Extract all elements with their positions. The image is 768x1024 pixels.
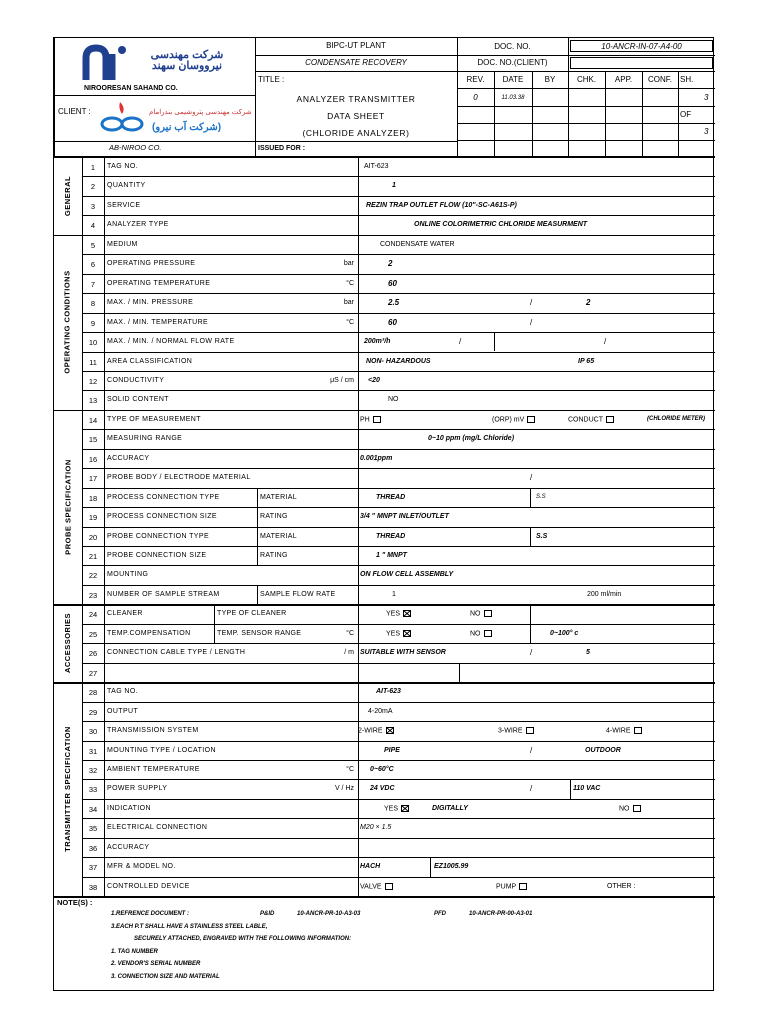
section-general: GENERAL <box>63 175 73 216</box>
checkbox[interactable] <box>386 727 394 734</box>
row-value: 4-20mA <box>368 707 393 715</box>
row-label: ACCURACY <box>107 454 150 462</box>
row-number: 20 <box>88 532 98 542</box>
sheet-total: 3 <box>704 127 709 136</box>
row-number: 18 <box>88 493 98 503</box>
row-value: 200 ml/min <box>587 590 622 598</box>
row-value: 5 <box>586 649 590 657</box>
row-number: 8 <box>90 299 96 309</box>
row-label: OPERATING TEMPERATURE <box>107 279 211 287</box>
sheet-label: SH. <box>680 75 694 84</box>
row-label: AREA CLASSIFICATION <box>107 357 193 365</box>
rev-col-header: REV. <box>466 75 485 84</box>
row-label: CONNECTION CABLE TYPE / LENGTH <box>107 649 246 657</box>
option-no <box>619 805 641 812</box>
app-col-header: APP. <box>614 75 633 84</box>
row-number: 31 <box>88 746 98 756</box>
row-sublabel: MATERIAL <box>260 532 297 540</box>
note-item-2: 2. VENDOR'S SERIAL NUMBER <box>111 961 201 967</box>
option-yes <box>386 610 411 617</box>
title-line-1: ANALYZER TRANSMITTER <box>296 94 416 104</box>
row-label: MEDIUM <box>107 240 138 248</box>
row-value: 24 VDC <box>370 785 395 793</box>
option-label: (ORP) mV <box>492 416 525 424</box>
company-name-fa: شرکت مهندسی نیرووسان سهند <box>150 49 224 72</box>
option-label: CONDUCT <box>568 416 603 424</box>
row-value: NO <box>388 396 399 404</box>
section-accessories: ACCESSORIES <box>63 613 73 674</box>
row-number: 6 <box>90 260 96 270</box>
row-value: SUITABLE WITH SENSOR <box>360 649 446 657</box>
data-sheet <box>53 37 714 991</box>
row-number: 13 <box>88 396 98 406</box>
option-label: NO <box>470 630 481 638</box>
row-number: 24 <box>88 610 98 620</box>
option-yes <box>384 805 409 812</box>
section-transmitter: TRANSMITTER SPECIFICATION <box>63 726 72 852</box>
note-item-3: 3. CONNECTION SIZE AND MATERIAL <box>111 974 220 980</box>
checkbox[interactable] <box>484 610 492 617</box>
row-number: 3 <box>90 201 96 211</box>
row-value: 2 <box>388 259 393 269</box>
client-name: AB-NIROO CO. <box>109 143 162 152</box>
row-number: 16 <box>88 454 98 464</box>
row-label: PROBE CONNECTION TYPE <box>107 532 210 540</box>
row-value: / <box>530 784 533 794</box>
note-pid-label: P&ID <box>260 911 275 917</box>
row-value: PIPE <box>384 746 400 754</box>
row-sublabel: SAMPLE FLOW RATE <box>260 590 336 598</box>
note-pfd-label: PFD <box>434 911 446 917</box>
row-unit: °C <box>346 765 354 773</box>
row-value: 2 <box>586 298 591 308</box>
client-label: CLIENT : <box>58 107 91 116</box>
row-label: TYPE OF MEASUREMENT <box>107 415 201 423</box>
row-label: MFR & MODEL NO. <box>107 863 176 871</box>
row-sublabel: RATING <box>260 513 288 521</box>
checkbox[interactable] <box>403 630 411 637</box>
row-value: / <box>530 317 533 327</box>
row-label: PROBE CONNECTION SIZE <box>107 552 207 559</box>
row-label: MAX. / MIN. / NORMAL FLOW RATE <box>107 338 235 345</box>
row-number: 9 <box>90 318 96 328</box>
chk-col-header: CHK. <box>576 75 597 84</box>
row-number: 23 <box>88 590 98 600</box>
checkbox[interactable] <box>527 416 535 423</box>
row-label: MOUNTING <box>107 571 149 579</box>
row-value: OTHER : <box>607 882 636 890</box>
checkbox[interactable] <box>526 727 534 734</box>
row-number: 7 <box>90 279 96 289</box>
company-logo <box>82 44 128 84</box>
doc-no-client-label: DOC. NO.(CLIENT) <box>477 58 548 67</box>
row-value: EZ1005.99 <box>434 863 469 871</box>
row-value: / <box>530 648 533 658</box>
row-value: 1 <box>392 590 396 598</box>
option-label: NO <box>470 610 481 618</box>
of-label: OF <box>680 110 692 119</box>
row-number: 14 <box>88 415 98 425</box>
row-value: IP 65 <box>578 357 595 365</box>
row-label: TEMP.COMPENSATION <box>107 629 191 637</box>
note-pid: 10-ANCR-PR-10-A3-03 <box>297 911 361 917</box>
row-value: / <box>530 745 533 755</box>
option-4wire <box>606 727 642 734</box>
checkbox[interactable] <box>385 883 393 890</box>
checkbox[interactable] <box>484 630 492 637</box>
option-yes <box>386 630 411 637</box>
row-number: 12 <box>88 376 98 386</box>
row-sublabel: TEMP. SENSOR RANGE <box>217 629 302 637</box>
date-col-header: DATE <box>502 75 524 84</box>
notes-label: NOTE(S) : <box>57 898 93 907</box>
row-value: 110 VAC <box>573 785 601 793</box>
title-line-2: DATA SHEET <box>327 111 385 121</box>
note-3b: SECURELY ATTACHED, ENGRAVED WITH THE FOLLOWING INFORMATION: <box>134 936 352 942</box>
row-value: 60 <box>388 278 397 288</box>
row-value: OUTDOOR <box>585 746 621 754</box>
row-number: 36 <box>88 843 98 853</box>
row-value: 0~100° c <box>550 629 579 637</box>
row-value: 1 <box>392 182 396 190</box>
row-value: / <box>530 298 533 308</box>
row-number: 25 <box>88 629 98 639</box>
row-value: DIGITALLY <box>432 804 468 812</box>
row-label: PROCESS CONNECTION SIZE <box>107 513 217 521</box>
row-label: CONTROLLED DEVICE <box>107 882 190 890</box>
client-name-fa2: (شرکت آب نیرو) <box>152 122 222 133</box>
row-value: / <box>530 473 533 483</box>
note-item-1: 1. TAG NUMBER <box>111 949 158 955</box>
row-value: REZIN TRAP OUTLET FLOW (10"-SC-A61S-P) <box>366 201 517 209</box>
date-value: 11.03.38 <box>501 95 525 101</box>
row-value: (CHLORIDE METER) <box>647 415 705 422</box>
row-label: MAX. / MIN. PRESSURE <box>107 299 194 307</box>
row-number: 30 <box>88 727 98 736</box>
row-number: 34 <box>88 804 98 814</box>
row-label: AMBIENT TEMPERATURE <box>107 765 200 773</box>
row-unit: bar <box>343 260 354 268</box>
option-pump <box>496 883 527 890</box>
row-label: CONDUCTIVITY <box>107 376 165 384</box>
row-number: 15 <box>88 435 98 445</box>
row-unit: μS / cm <box>330 376 354 384</box>
row-label: ELECTRICAL CONNECTION <box>107 824 208 832</box>
row-number: 17 <box>88 474 98 484</box>
option-orp <box>492 416 535 423</box>
row-value: S.S <box>536 493 546 500</box>
row-label: TRANSMISSION SYSTEM <box>107 727 199 734</box>
row-number: 5 <box>90 240 96 250</box>
option-label: 2-WIRE <box>358 727 383 735</box>
row-number: 26 <box>88 649 98 659</box>
checkbox[interactable] <box>519 883 527 890</box>
section-probe: PROBE SPECIFICATION <box>63 459 72 555</box>
row-unit: °C <box>346 318 354 326</box>
row-label: CLEANER <box>107 610 143 618</box>
row-label: ANALYZER TYPE <box>107 221 169 229</box>
option-label: PUMP <box>496 882 517 890</box>
row-label: PROCESS CONNECTION TYPE <box>107 493 220 501</box>
row-value: / <box>459 337 462 346</box>
option-label: YES <box>386 630 401 638</box>
row-value: 60 <box>388 317 397 327</box>
checkbox[interactable] <box>401 805 409 812</box>
row-value: 0.001ppm <box>360 454 393 462</box>
option-3wire <box>498 727 534 734</box>
row-unit: °C <box>346 279 354 287</box>
row-number: 11 <box>89 357 97 367</box>
row-number: 33 <box>88 785 98 795</box>
row-value: NON- HAZARDOUS <box>366 357 431 365</box>
note-pfd: 10-ANCR-PR-00-A3-01 <box>469 911 533 917</box>
row-value: AIT-623 <box>364 163 389 170</box>
row-value: M20 × 1.5 <box>360 824 392 832</box>
client-name-fa: شرکت مهندسی پتروشیمی بندرامام <box>149 109 252 116</box>
row-label: OPERATING PRESSURE <box>107 260 196 268</box>
note-ref: 1.REFRENCE DOCUMENT : <box>111 911 190 917</box>
row-unit: / m <box>344 649 354 657</box>
option-label: YES <box>386 610 401 618</box>
client-logo <box>98 100 148 136</box>
row-label: SERVICE <box>107 201 141 209</box>
row-number: 32 <box>88 765 98 775</box>
row-value: THREAD <box>376 493 406 501</box>
title-line-3: (CHLORIDE ANALYZER) <box>302 128 410 138</box>
row-label: PROBE BODY / ELECTRODE MATERIAL <box>107 474 251 482</box>
row-unit: °C <box>346 629 354 637</box>
note-3a: 3.EACH P.T SHALL HAVE A STAINLESS STEEL LABLE, <box>111 924 268 930</box>
option-conduct <box>568 416 614 423</box>
doc-no-label: DOC. NO. <box>494 42 531 51</box>
row-number: 27 <box>88 668 98 678</box>
project-subtitle: CONDENSATE RECOVERY <box>305 58 407 67</box>
project-name: BIPC-UT PLANT <box>326 41 386 50</box>
row-value: ON FLOW CELL ASSEMBLY <box>360 571 454 579</box>
row-label: MAX. / MIN. TEMPERATURE <box>107 318 209 326</box>
row-value: 0~60°C <box>370 765 394 773</box>
company-name: NIROORESAN SAHAND CO. <box>84 85 178 92</box>
doc-no: 10-ANCR-IN-07-A4-00 <box>601 42 682 51</box>
row-label: TAG NO. <box>107 163 139 170</box>
row-number: 22 <box>88 571 98 581</box>
row-sublabel: RATING <box>260 552 288 559</box>
row-label: POWER SUPPLY <box>107 785 168 793</box>
row-label: SOLID CONTENT <box>107 396 169 404</box>
option-label: VALVE <box>360 882 382 890</box>
row-value: 200m³/h <box>364 338 391 345</box>
checkbox[interactable] <box>606 416 614 423</box>
option-label: NO <box>619 805 630 813</box>
option-label: YES <box>384 805 399 813</box>
row-number: 37 <box>88 863 98 873</box>
row-number: 19 <box>88 513 98 523</box>
row-value: ONLINE COLORIMETRIC CHLORIDE MEASURMENT <box>414 221 588 229</box>
option-no <box>470 630 492 637</box>
row-label: OUTPUT <box>107 707 139 715</box>
option-ph <box>360 416 381 423</box>
row-number: 28 <box>88 688 98 698</box>
row-value: / <box>604 337 607 346</box>
row-value: S.S <box>536 532 548 540</box>
row-number: 35 <box>88 824 98 834</box>
row-label: QUANTITY <box>107 182 146 190</box>
row-number: 10 <box>88 338 98 347</box>
row-value: CONDENSATE WATER <box>380 240 455 248</box>
row-label: NUMBER OF SAMPLE STREAM <box>107 590 220 598</box>
row-label: TAG NO. <box>107 688 139 696</box>
doc-no-client-box <box>570 57 713 69</box>
option-valve <box>360 883 393 890</box>
row-number: 29 <box>88 707 98 717</box>
row-number: 4 <box>90 221 96 231</box>
row-value: AIT-623 <box>376 688 401 696</box>
row-label: INDICATION <box>107 804 151 812</box>
checkbox[interactable] <box>633 805 641 812</box>
option-label: PH <box>360 416 370 424</box>
row-number: 21 <box>88 552 98 561</box>
row-number: 38 <box>88 882 98 892</box>
row-sublabel: TYPE OF CLEANER <box>217 610 287 618</box>
checkbox[interactable] <box>403 610 411 617</box>
row-value: <20 <box>368 376 380 384</box>
row-label: MOUNTING TYPE / LOCATION <box>107 746 216 754</box>
row-value: 1 " MNPT <box>376 552 407 559</box>
row-unit: V / Hz <box>334 785 354 793</box>
option-label: 4-WIRE <box>606 727 631 735</box>
section-operating: OPERATING CONDITIONS <box>63 270 73 374</box>
row-value: 0~10 ppm (mg/L Chloride) <box>428 435 515 443</box>
title-label: TITLE : <box>258 75 285 84</box>
option-no <box>470 610 492 617</box>
checkbox[interactable] <box>634 727 642 734</box>
option-2wire <box>358 727 394 734</box>
row-number: 1 <box>90 163 96 172</box>
row-label: ACCURACY <box>107 843 150 851</box>
conf-col-header: CONF. <box>648 75 672 84</box>
issued-for-label: ISSUED FOR : <box>258 145 306 152</box>
option-label: 3-WIRE <box>498 727 523 735</box>
row-value: 3/4 " MNPT INLET/OUTLET <box>360 513 449 521</box>
row-number: 2 <box>90 182 96 192</box>
row-sublabel: MATERIAL <box>260 493 297 501</box>
row-value: 2.5 <box>388 298 400 308</box>
sheet-number: 3 <box>704 93 709 102</box>
by-col-header: BY <box>544 75 556 84</box>
row-value: HACH <box>360 863 381 871</box>
row-unit: bar <box>343 299 354 307</box>
rev-value: 0 <box>473 93 478 102</box>
row-value: THREAD <box>376 532 406 540</box>
row-label: MEASURING RANGE <box>107 435 183 443</box>
checkbox[interactable] <box>373 416 381 423</box>
